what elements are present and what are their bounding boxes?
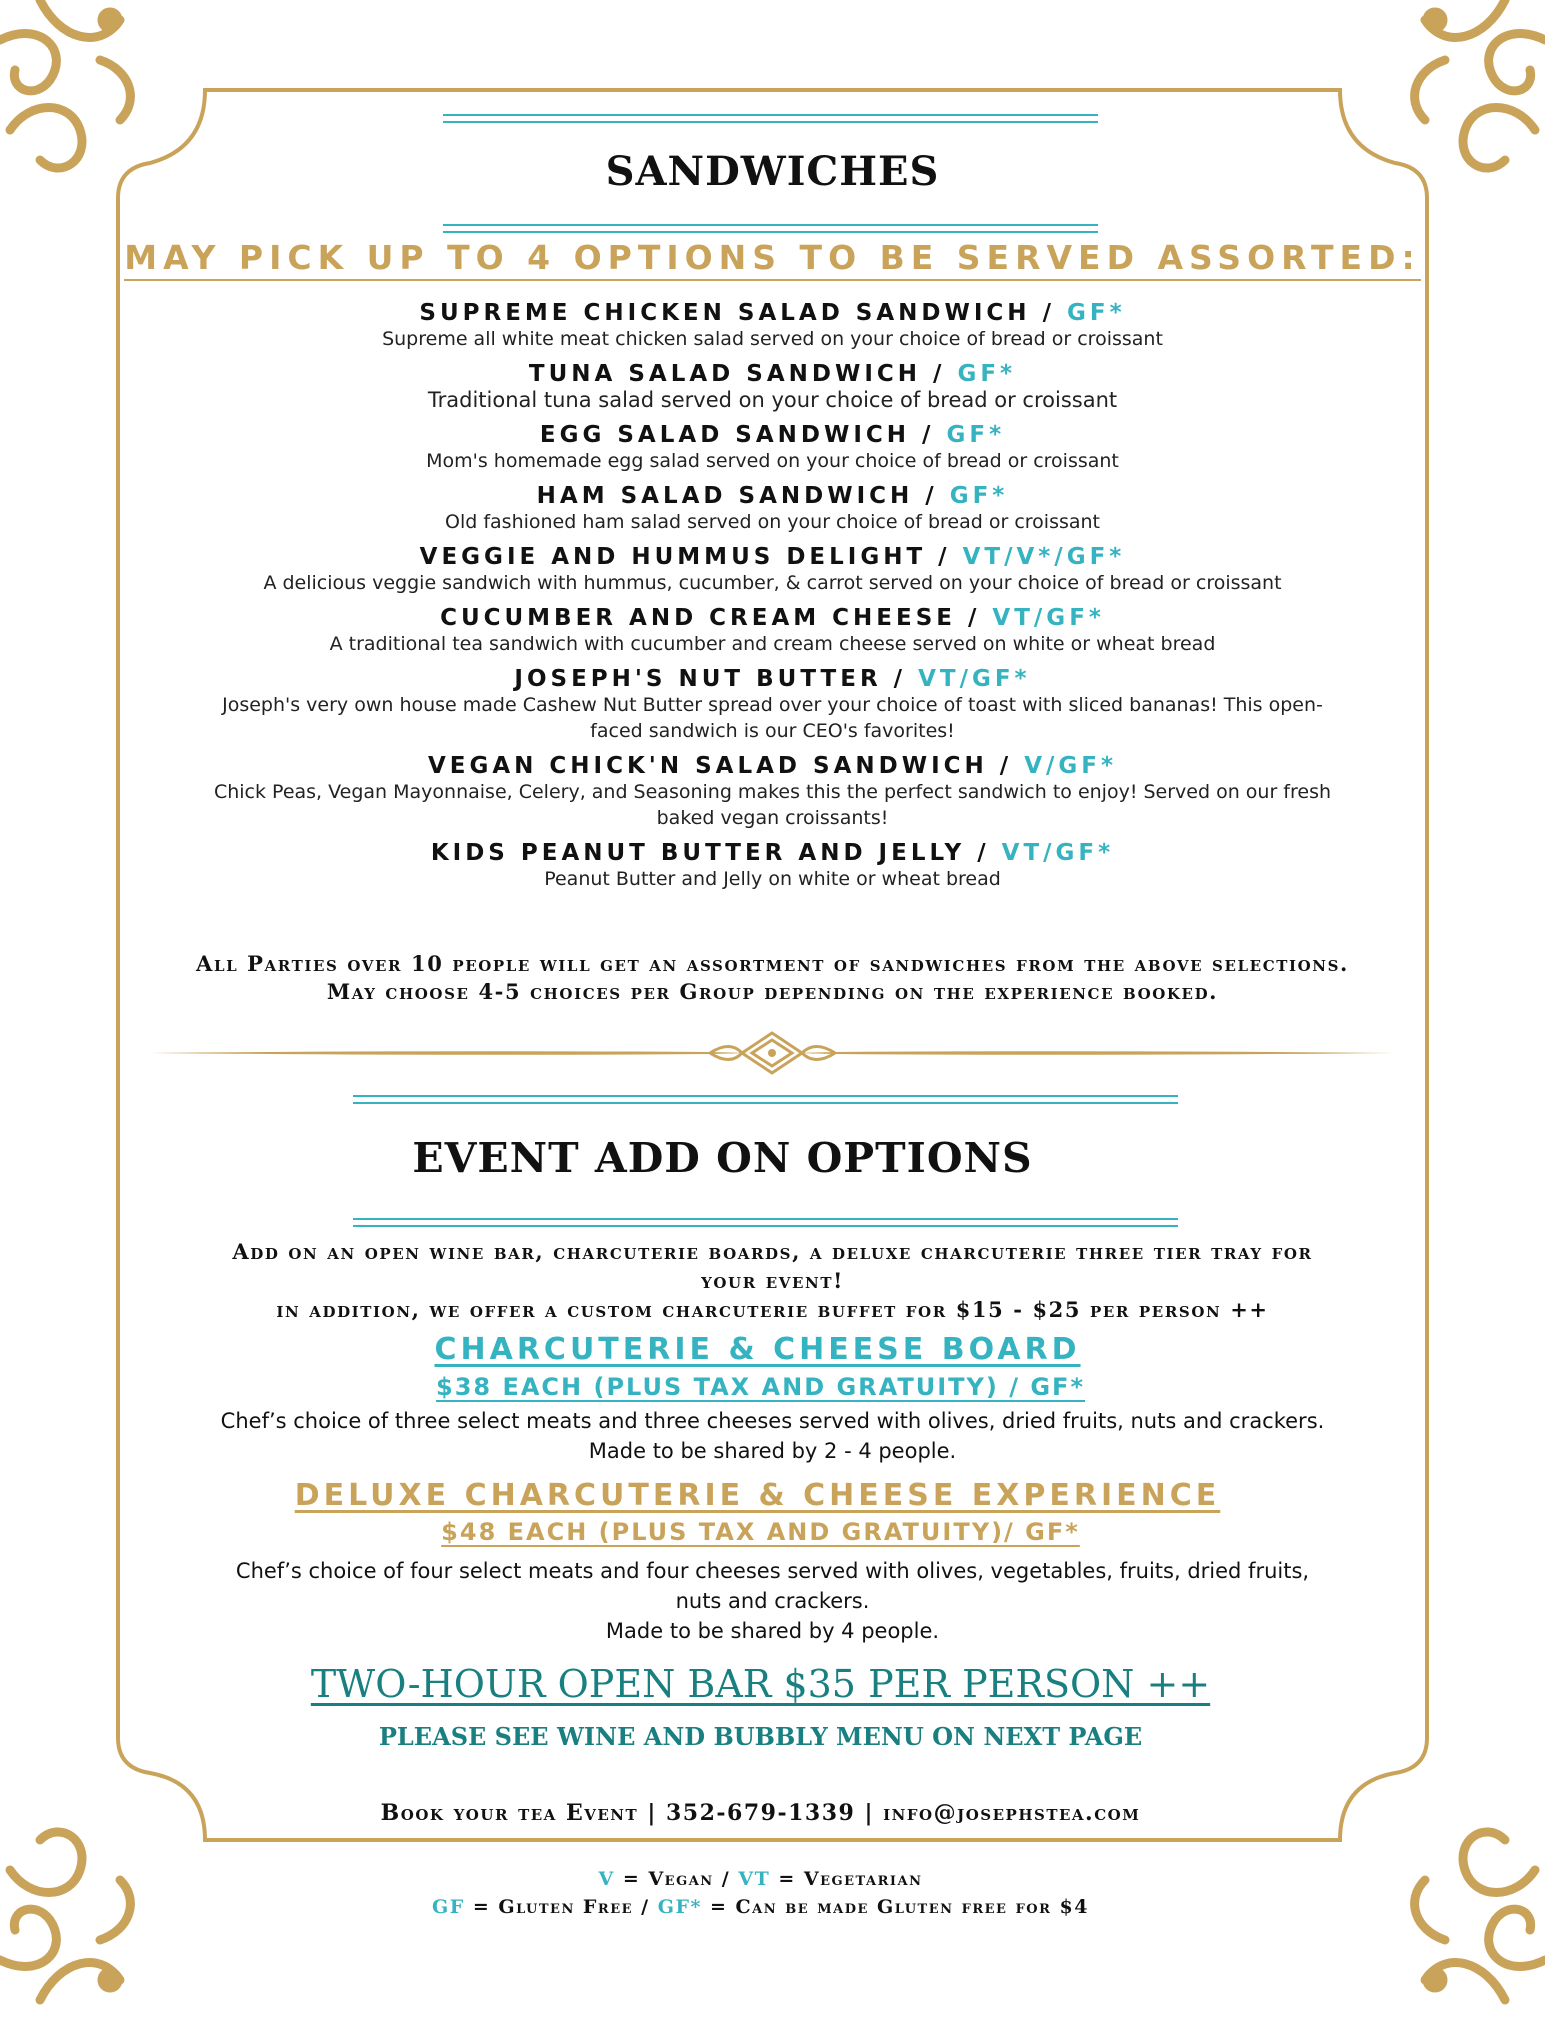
legend-key: GF* [657, 1896, 702, 1918]
board-price: $38 EACH (PLUS TAX AND GRATUITY) / GF* [436, 1373, 1085, 1401]
item-description-cont: faced sandwich is our CEO's favorites! [590, 720, 955, 742]
deluxe-price: $48 EACH (PLUS TAX AND GRATUITY)/ GF* [441, 1518, 1080, 1546]
item-description-cont: baked vegan croissants! [656, 807, 889, 829]
open-bar-title: TWO-HOUR OPEN BAR $35 PER PERSON ++ [310, 1662, 1211, 1706]
addons-intro: Add on an open wine bar, charcuterie boards, a deluxe charcuterie three tier tray for your event! in addition, we offer a custom charcuterie buffet for $15 - $25 per person ++ [232, 1239, 1313, 1322]
item-description: Mom's homemade egg salad served on your choice of bread or croissant [426, 450, 1119, 472]
diet-tag: VT/GF* [918, 666, 1031, 692]
item-name: JOSEPH'S NUT BUTTER / [514, 666, 907, 692]
board-description: Chef’s choice of three select meats and three cheeses served with olives, dried fruits, nuts and crackers. Made to be shared by 2 - 4 people. [220, 1409, 1325, 1463]
diet-legend [0, 1865, 1533, 1921]
list-item [0, 666, 1545, 744]
diet-tag: VT/V*/GF* [962, 544, 1126, 570]
diet-tag: GF* [957, 361, 1017, 387]
diet-tag: GF* [1066, 300, 1126, 326]
sandwiches-title: SANDWICHES [605, 148, 940, 195]
legend-value: = Vegetarian [778, 1868, 923, 1890]
list-item [0, 605, 1545, 657]
list-item [0, 422, 1545, 474]
divider-double-teal [353, 1218, 1178, 1227]
sandwich-list [0, 300, 1545, 892]
list-item [0, 483, 1545, 535]
list-item [0, 300, 1545, 352]
ornament-divider [150, 1030, 1395, 1076]
legend-value: = Can be made Gluten free for $4 [710, 1896, 1089, 1918]
booking-contact: Book your tea Event | 352-679-1339 | info@josephstea.com [380, 1800, 1141, 1826]
sandwiches-subtitle: MAY PICK UP TO 4 OPTIONS TO BE SERVED ASSORTED: [0, 238, 1545, 277]
legend-key: VT [738, 1868, 771, 1890]
item-description: Chick Peas, Vegan Mayonnaise, Celery, and Seasoning makes this the perfect sandwich to enjoy! Served on our fresh [213, 781, 1332, 803]
open-bar-subtitle: PLEASE SEE WINE AND BUBBLY MENU ON NEXT PAGE [378, 1722, 1143, 1751]
item-description: Peanut Butter and Jelly on white or wheat bread [544, 868, 1001, 890]
legend-key: GF [431, 1896, 465, 1918]
addons-title: EVENT ADD ON OPTIONS [412, 1134, 1033, 1182]
diet-tag: GF* [946, 422, 1006, 448]
item-name: VEGGIE AND HUMMUS DELIGHT / [419, 544, 951, 570]
item-name: KIDS PEANUT BUTTER AND JELLY / [430, 840, 990, 866]
item-name: SUPREME CHICKEN SALAD SANDWICH / [419, 300, 1055, 326]
diet-tag: GF* [949, 483, 1009, 509]
list-item [0, 840, 1545, 892]
item-name: EGG SALAD SANDWICH / [539, 422, 935, 448]
list-item [0, 753, 1545, 831]
divider-double-teal [353, 1095, 1178, 1104]
item-description: A traditional tea sandwich with cucumber and cream cheese served on white or wheat bread [329, 633, 1216, 655]
item-name: CUCUMBER AND CREAM CHEESE / [440, 605, 981, 631]
legend-value: = Gluten Free / [472, 1896, 650, 1918]
item-description: Traditional tuna salad served on your choice of bread or croissant [427, 388, 1118, 412]
party-note: All Parties over 10 people will get an assortment of sandwiches from the above selections. May choose 4-5 choices per Group depending on the experience booked. [196, 951, 1349, 1004]
item-name: HAM SALAD SANDWICH / [536, 483, 938, 509]
legend-key: V [598, 1868, 615, 1890]
divider-double-teal [443, 224, 1098, 233]
diet-tag: VT/GF* [992, 605, 1105, 631]
item-name: VEGAN CHICK'N SALAD SANDWICH / [427, 753, 1013, 779]
list-item [0, 361, 1545, 413]
deluxe-description: Chef’s choice of four select meats and four cheeses served with olives, vegetables, fruits, dried fruits, nuts and crackers. Made to be shared by 4 people. [235, 1559, 1310, 1643]
diet-tag: VT/GF* [1001, 840, 1115, 866]
item-name: TUNA SALAD SANDWICH / [528, 361, 946, 387]
item-description: Supreme all white meat chicken salad served on your choice of bread or croissant [382, 328, 1163, 350]
item-description: Joseph's very own house made Cashew Nut Butter spread over your choice of toast with sliced bananas! This open- [222, 694, 1323, 716]
board-title: CHARCUTERIE & CHEESE BOARD [434, 1332, 1081, 1367]
item-description: Old fashioned ham salad served on your choice of bread or croissant [445, 511, 1100, 533]
deluxe-title: DELUXE CHARCUTERIE & CHEESE EXPERIENCE [294, 1478, 1221, 1513]
item-description: A delicious veggie sandwich with hummus, cucumber, & carrot served on your choice of bread or croissant [263, 572, 1282, 594]
list-item [0, 544, 1545, 596]
legend-value: = Vegan / [622, 1868, 731, 1890]
diet-tag: V/GF* [1024, 753, 1118, 779]
divider-double-teal [443, 114, 1098, 123]
